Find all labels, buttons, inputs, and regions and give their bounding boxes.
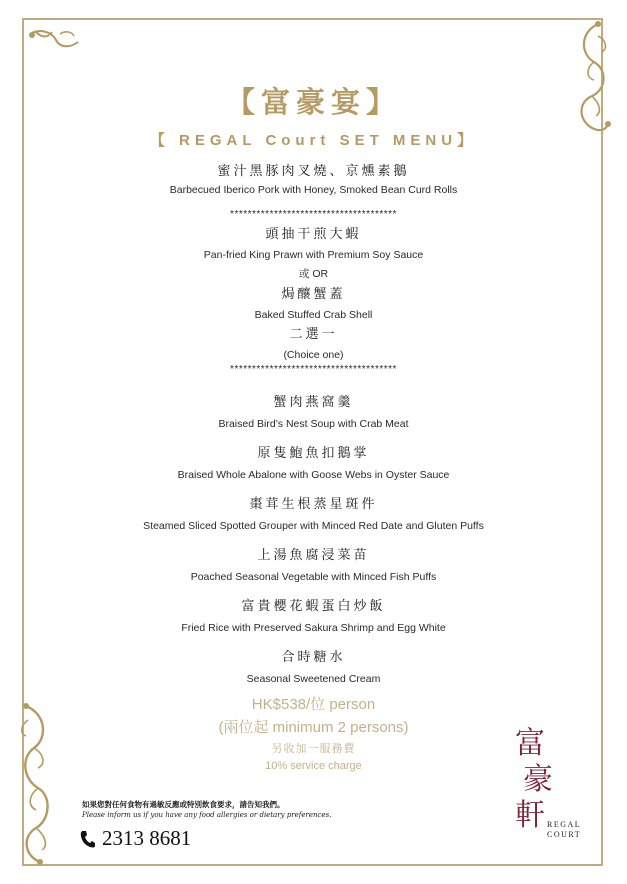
choice-label-chinese: 二選一 xyxy=(289,327,338,342)
allergy-notice xyxy=(82,800,331,820)
dish-4-english: Braised Bird’s Nest Soup with Crab Meat xyxy=(218,418,409,430)
service-charge-chinese: 另收加一服務費 xyxy=(271,743,356,755)
dish-1-english: Barbecued Iberico Pork with Honey, Smoked Bean Curd Rolls xyxy=(169,184,458,196)
logo-english-line-1: REGAL xyxy=(547,820,582,829)
dish-2-chinese: 頭抽干煎大蝦 xyxy=(265,227,362,242)
dish-9-chinese: 合時糖水 xyxy=(281,650,346,665)
minimum-persons: (兩位起 minimum 2 persons) xyxy=(218,719,409,736)
logo-char-3: 軒 xyxy=(515,798,545,833)
flourish-ornament-top-left xyxy=(26,26,82,54)
logo-english xyxy=(547,820,581,840)
allergy-notice-chinese: 如果您對任何食物有過敏反應或特別飲食要求，請告知我們。 xyxy=(82,800,285,809)
regal-court-logo xyxy=(515,726,585,846)
dish-9-english: Seasonal Sweetened Cream xyxy=(246,673,381,685)
dish-3-english: Baked Stuffed Crab Shell xyxy=(254,309,373,321)
dish-4-chinese: 蟹肉燕窩羹 xyxy=(273,395,354,410)
menu-title-chinese: 【富豪宴】 xyxy=(225,85,401,119)
choice-label-english: (Choice one) xyxy=(283,349,344,361)
logo-char-2: 豪 xyxy=(523,762,553,797)
dish-8-chinese: 富貴櫻花蝦蛋白炒飯 xyxy=(241,599,386,614)
divider-stars-top: ************************************** xyxy=(230,209,397,220)
price-per-person: HK$538/位 person xyxy=(251,696,376,713)
or-label: 或 OR xyxy=(298,268,329,280)
dish-6-chinese: 棗茸生根蒸星斑件 xyxy=(249,497,378,512)
menu-title-english: 【 REGAL Court SET MENU】 xyxy=(149,132,478,149)
service-charge-english: 10% service charge xyxy=(265,760,362,772)
dish-5-chinese: 原隻鮑魚扣鵝掌 xyxy=(257,446,370,461)
dish-8-english: Fried Rice with Preserved Sakura Shrimp and Egg White xyxy=(181,622,446,634)
dish-6-english: Steamed Sliced Spotted Grouper with Minced Red Date and Gluten Puffs xyxy=(143,520,484,532)
dish-5-english: Braised Whole Abalone with Goose Webs in Oyster Sauce xyxy=(177,469,450,481)
logo-char-1: 富 xyxy=(515,726,545,761)
dish-1-chinese: 蜜汁黑豚肉叉燒、京燻素鵝 xyxy=(217,164,410,179)
phone-number[interactable] xyxy=(80,826,191,851)
phone-number-text: 2313 8681 xyxy=(102,826,192,850)
allergy-notice-english: Please inform us if you have any food allergies or dietary preferences. xyxy=(82,811,332,819)
logo-chinese-characters xyxy=(515,726,555,834)
dish-2-english: Pan-fried King Prawn with Premium Soy Sauce xyxy=(203,249,424,261)
dish-3-chinese: 焗釀蟹蓋 xyxy=(281,287,346,302)
phone-icon xyxy=(80,830,96,848)
dish-7-chinese: 上湯魚腐浸菜苗 xyxy=(257,548,370,563)
dish-7-english: Poached Seasonal Vegetable with Minced Fish Puffs xyxy=(190,571,437,583)
menu-list xyxy=(0,162,627,687)
logo-english-line-2: COURT xyxy=(547,830,582,839)
divider-stars-bottom: ************************************** xyxy=(230,364,397,375)
